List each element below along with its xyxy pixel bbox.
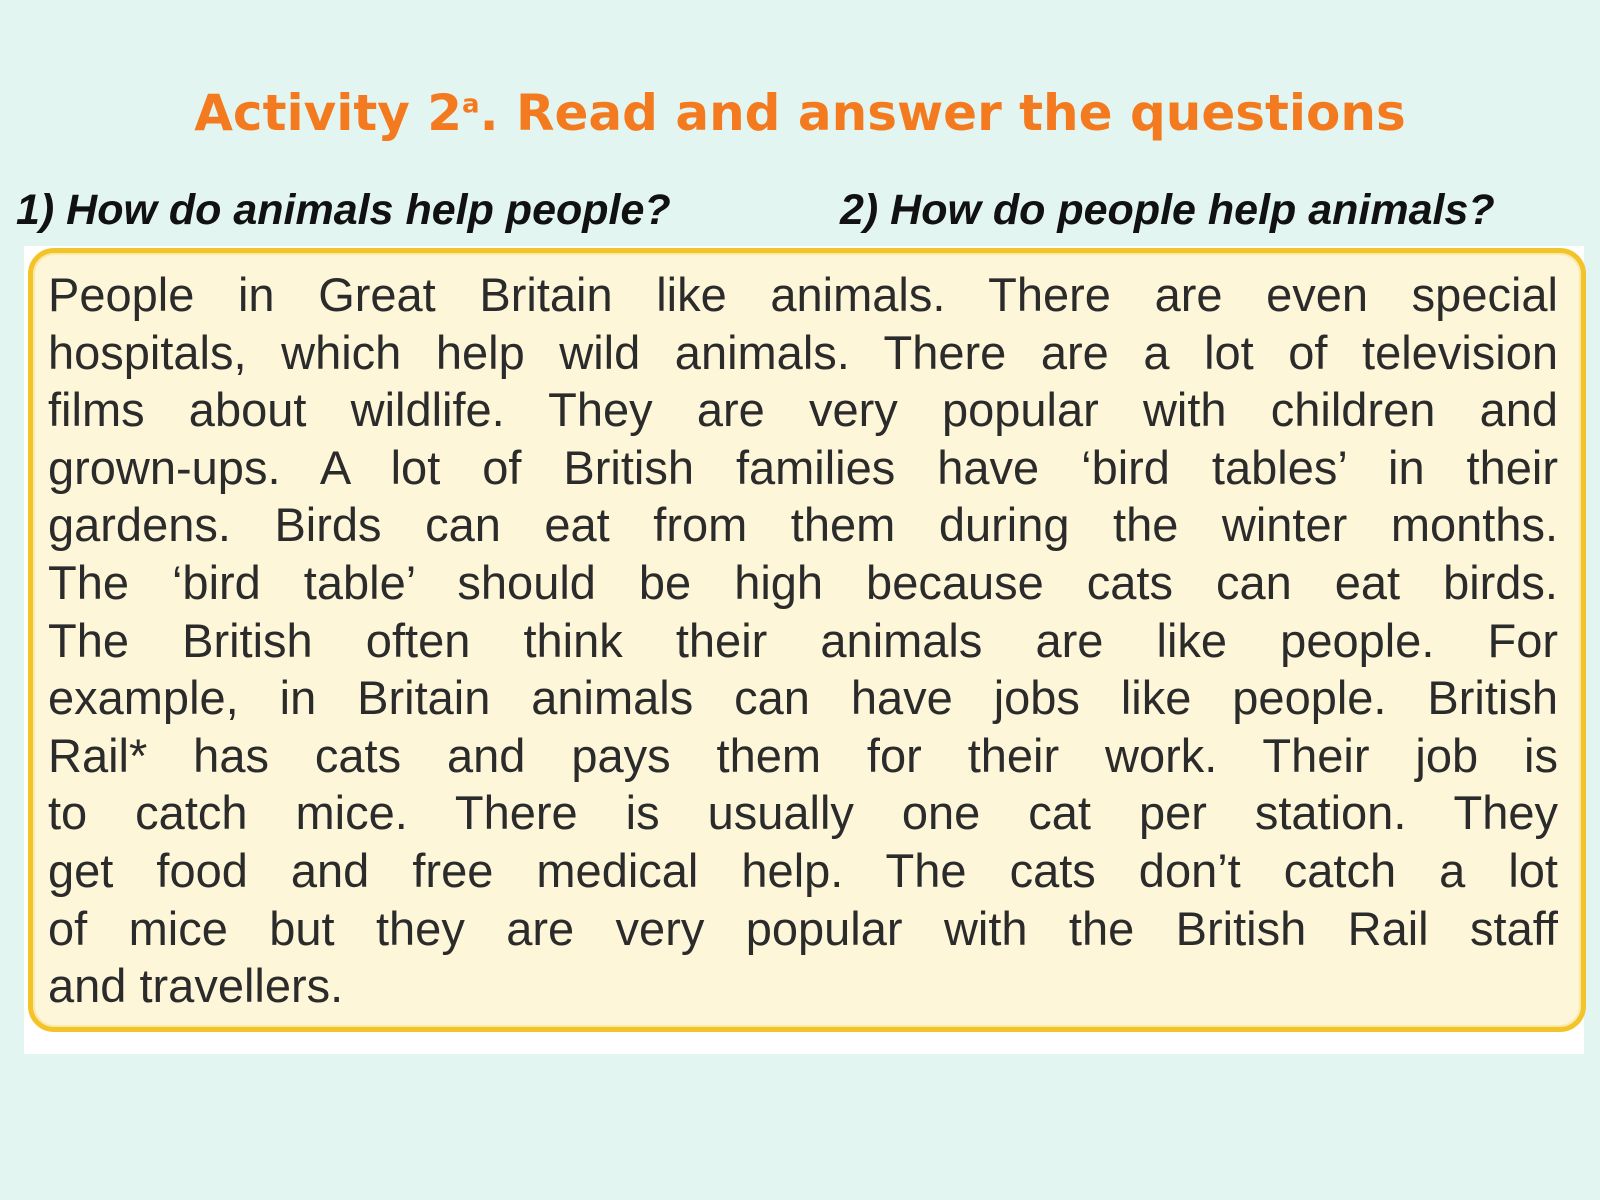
passage-line: get food and free medical help. The cats don’t catch a lot [48, 843, 1558, 897]
passage-line: example, in Britain animals can have jobs like people. British [48, 671, 1558, 725]
passage-line: of mice but they are very popular with the British Rail staff [48, 901, 1558, 955]
passage-line: hospitals, which help wild animals. There are a lot of television [48, 325, 1558, 379]
question-1: 1) How do animals help people? [16, 186, 671, 234]
activity-title [0, 78, 1600, 148]
activity-title-rest: . Read and answer the questions [479, 84, 1406, 142]
passage-line: People in Great Britain like animals. There are even special [48, 268, 1558, 321]
passage-line: grown-ups. A lot of British families have ‘bird tables’ in their [48, 440, 1558, 494]
passage-line: The ‘bird table’ should be high because cats can eat birds. [48, 555, 1558, 609]
question-2: 2) How do people help animals? [840, 186, 1495, 234]
activity-title-main: Activity 2 [194, 84, 463, 142]
passage-line: and travellers. [48, 959, 344, 1013]
passage-line: gardens. Birds can eat from them during the winter months. [48, 498, 1558, 552]
passage-line: Rail* has cats and pays them for their work. Their job is [48, 728, 1558, 782]
activity-title-superscript: a [462, 89, 480, 120]
passage-line: films about wildlife. They are very popular with children and [48, 383, 1558, 437]
passage-line: to catch mice. There is usually one cat per station. They [48, 786, 1558, 840]
reading-passage [48, 266, 1558, 1015]
passage-line: The British often think their animals are like people. For [48, 613, 1558, 667]
